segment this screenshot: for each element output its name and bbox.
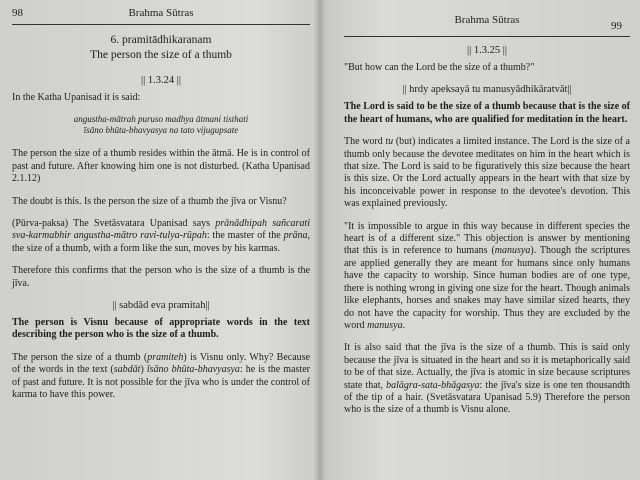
running-head: Brahma Sūtras — [454, 14, 520, 26]
sanskrit-term: tu — [385, 136, 394, 148]
text-run: "It is impossible to argue in this way because in different species the heart is of a different size." This objection is answer by mentioning that this is in reference to humans ( — [344, 220, 630, 257]
paragraph: Therefore this confirms that the person who is the size of a thumb is the jīva. — [12, 265, 310, 289]
right-page — [322, 0, 640, 480]
paragraph — [344, 136, 630, 210]
paragraph — [12, 352, 310, 402]
question-paragraph: "But how can the Lord be the size of a thumb?" — [344, 62, 535, 73]
paragraph: The person the size of a thumb resides within the ātmā. He is in control of past and future. After knowing him one is not disturbed. (Katha Upanisad 2.1.12) — [12, 148, 310, 185]
sanskrit-verse — [12, 114, 310, 136]
text-run: , the size of a thumb, with a form like the sun, moves by his karmas. — [12, 230, 310, 254]
sanskrit-term: manusya — [367, 319, 403, 331]
text-run: . — [402, 319, 406, 331]
text-run: The word — [344, 136, 386, 148]
sutra-reference: || 1.3.24 || — [141, 75, 181, 86]
text-run: : the master of the — [206, 230, 284, 242]
sanskrit-term: pramiteh — [147, 351, 184, 363]
sanskrit-term: prāna — [283, 230, 308, 242]
verse-line: īsāno bhūta-bhavyasya na tato vijugupsate — [83, 125, 239, 136]
text-run: : he is the master of past and future. It is not possible for the jīva who is under the control of karma to have this power. — [12, 364, 310, 401]
text-run: (Pūrva-paksa) The Svetāsvatara Upanisad says — [12, 218, 216, 230]
text-run: ) is Visnu only. Why? Because of the words in the text ( — [12, 351, 310, 376]
text-run: It is also said that the jīva is the size of a thumb. This is said only because the jīva is situated in the heart and so it is metaphorically said to be of that size. Actually, the jīva is atomic in size because scriptures state that, — [344, 342, 630, 391]
page-number: 99 — [611, 20, 622, 32]
sanskrit-phrase: prānādhipah sañcarati sva-karmabhir angustha-mātro ravi-tulya-rūpah — [12, 218, 310, 242]
sanskrit-phrase: īsāno bhūta-bhavyasya — [146, 364, 240, 376]
running-head: Brahma Sūtras — [128, 7, 194, 19]
paragraph — [344, 221, 630, 333]
text-run: : the jīva's size is one ten thousandth of the tip of a hair. (Svetāsvatara Upanisad 5.9) Therefore the person who is the size of a thumb is Visnu alone. — [344, 379, 630, 416]
left-page — [0, 0, 318, 480]
sanskrit-term: sabdāt — [113, 364, 141, 376]
text-run: ). Though the scriptures are applied generally they are meant for humans since only humans have the capacity to worship. Since human bodies are of one type, there is nothing wrong in giving one size for the heart. Though animals like elephants, horses and snakes may have similar sized hearts, they do not have the capacity for worship. Thus they are excluded by the word — [344, 245, 630, 331]
text-run: (but) indicates a limited instance. The Lord is the size of a thumb only because the devotee meditates on him in the heart which is that size. The Lord is said to be figuratively this size because the heart is this size. Or the Lord actually appears in the heart with that size by his inconceivable power in response to the devotee's devotion. This was explained previously. — [344, 136, 630, 210]
paragraph — [344, 342, 630, 416]
sutra-translation: The person is Visnu because of appropriate words in the text describing the person who is the size of a thumb. — [12, 317, 310, 341]
paragraph — [12, 218, 310, 255]
section-title: 6. pramitādhikaranam — [110, 34, 212, 46]
sutra-reference: || 1.3.25 || — [467, 45, 507, 56]
verse-line: angustha-mātrah puruso madhya ātmani tisthati — [73, 114, 249, 125]
sanskrit-phrase: balāgra-sata-bhāgasya — [386, 379, 480, 391]
sutra-text: || sabdād eva pramitah|| — [112, 300, 210, 312]
section-subtitle: The person the size of a thumb — [90, 49, 232, 61]
paragraph: The doubt is this. Is the person the size of a thumb the jīva or Visnu? — [12, 195, 287, 207]
intro-paragraph: In the Katha Upanisad it is said: — [12, 92, 141, 103]
left-page-header — [12, 6, 310, 25]
text-run: The person the size of a thumb ( — [12, 351, 148, 363]
sanskrit-term: manusya — [494, 245, 531, 257]
text-run: ) — [140, 364, 147, 376]
page-number: 98 — [12, 7, 23, 19]
sutra-text: || hrdy apeksayā tu manusyādhikāratvāt|| — [402, 84, 572, 96]
sutra-translation: The Lord is said to be the size of a thumb because that is the size of the heart of humans, who are qualified for meditation in the heart. — [344, 101, 630, 125]
right-page-header — [344, 12, 630, 37]
